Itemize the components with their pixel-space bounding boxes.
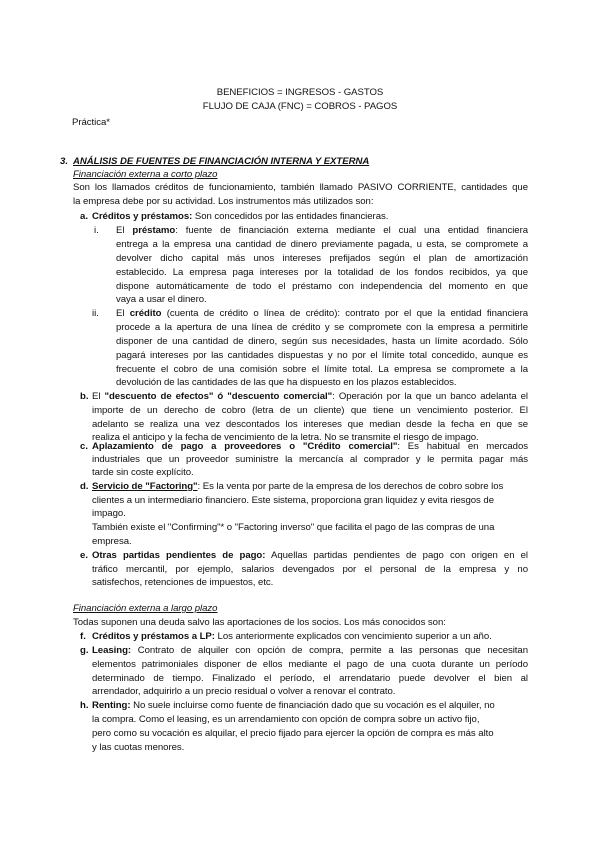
item-a-i-line-2: entrega a la empresa una cantidad de dinero previamente pagada, u esta, se compromete a [116,239,528,250]
item-b-post: : Operación por la que un banco adelanta el [332,391,529,402]
item-h-marker: h. [80,700,89,711]
long-term-heading: Financiación externa a largo plazo [73,603,218,614]
item-e-term: Otras partidas pendientes de pago: [92,550,266,561]
practica-label: Práctica* [72,117,110,128]
item-g-term: Leasing: [92,645,132,656]
item-a-i-line-6: vaya a usar el dinero. [116,294,207,305]
item-e-line-3: satisfechos, retenciones de impuestos, etc. [92,577,274,588]
item-d-term: Servicio de "Factoring" [92,481,198,492]
item-h-line-3: pero como su vocación es alquilar, el precio fijado para ejercer la opción de compra es más alto [92,728,494,739]
item-a-i-marker: i. [94,225,99,236]
item-a-ii-term: crédito [129,308,162,319]
item-h-term: Renting: [92,700,131,711]
item-a-i-line-3: devolver dicho capital más unos intereses prefijados según el plan de amortización [116,253,528,264]
item-f-marker: f. [80,631,86,642]
item-a-ii-post: (cuenta de crédito o línea de crédito): contrato por el que la entidad financiera [161,308,529,319]
item-e-post: Aquellas partidas pendientes de pago con origen en el [265,550,528,561]
item-a-ii-marker: ii. [92,308,99,319]
short-term-heading: Financiación externa a corto plazo [73,169,218,180]
item-f-term: Créditos y préstamos a LP: [92,631,215,642]
item-a-ii-line-6: devolución de las cantidades de las que ha dispuesto en los plazos establecidos. [116,377,457,388]
item-a-text: Son concedidos por las entidades financieras. [192,211,389,222]
item-h-line-2: la compra. Como el leasing, es un arrendamiento con opción de compra sobre un activo fijo, [92,714,480,725]
item-d-post: : Es la venta por parte de la empresa de los derechos de cobro sobre los [197,481,504,492]
section-title: ANÁLISIS DE FUENTES DE FINANCIACIÓN INTERNA Y EXTERNA [73,156,370,167]
item-a-ii-line-5: frecuente el cobro de una comisión sobre el límite total. La empresa se compromete a la [116,364,528,375]
item-a-ii-line-1 [116,307,528,320]
item-b-line-4: realiza el anticipo y la fecha de vencimiento de la letra. No se transmite el riesgo de impago. [92,432,479,443]
item-h-post: No suele incluirse como fuente de financiación dado que su vocación es el alquiler, no [130,700,495,711]
item-d-line-5: empresa. [92,536,132,547]
item-d-line-4: También existe el "Confirming"* o "Factoring inverso" que facilita el pago de las compras de una [92,522,495,533]
item-g-line-4: arrendador, adquirirlo a un precio residual o volver a renovar el contrato. [92,686,396,697]
item-e-line-2: tráfico mercantil, por ejemplo, salarios devengados por el personal de la empresa y no [92,564,528,575]
formula-flujo-caja: FLUJO DE CAJA (FNC) = COBROS - PAGOS [202,101,398,112]
item-g-line-3: determinado de tiempo. Finalizado el período, el arrendatario puede devolver el bien al [92,673,528,684]
short-term-intro-2: la empresa debe por su actividad. Los instrumentos más utilizados son: [73,196,374,207]
item-c-line-1 [92,440,528,453]
item-a [92,210,388,223]
item-h-line-4: y las cuotas menores. [92,742,185,753]
item-g-post: Contrato de alquiler con opción de compra, permite a las personas que necesitan [131,645,528,656]
item-a-i-post: : fuente de financiación externa mediante el cual una entidad financiera [175,225,528,236]
item-a-ii-line-4: pagará intereses por las cantidades dispuestas y no por el límite total concedido, aunque es [116,350,528,361]
item-a-ii-line-3: disponer de una cantidad de dinero, según sus necesidades, hasta un límite acordado. Sólo [116,336,528,347]
item-e-marker: e. [80,550,89,561]
item-e-line-1 [92,549,528,562]
item-c-post: : Es habitual en mercados [397,441,528,452]
item-b-marker: b. [80,391,89,402]
item-f-post: Los anteriormente explicados con vencimiento superior a un año. [214,631,492,642]
item-a-i-line-1 [116,224,528,237]
item-b-line-1 [92,390,528,403]
short-term-intro-1: Son los llamados créditos de funcionamiento, también llamado PASIVO CORRIENTE, cantidades que [73,182,528,193]
item-f-line-1 [92,630,492,643]
item-a-i-pre: El [116,225,133,236]
item-c-term: Aplazamiento de pago a proveedores o "Crédito comercial" [92,441,398,452]
long-term-intro: Todas suponen una deuda salvo las aportaciones de los socios. Los más conocidos son: [73,617,446,628]
item-h-line-1 [92,699,495,712]
item-a-ii-line-2: procede a la apertura de una línea de crédito y se compromete con la empresa a permitirle [116,322,528,333]
item-a-i-line-5: dispone automáticamente de todo el préstamo con independencia del momento en que [116,281,528,292]
item-d-line-2: clientes a un intermediario financiero. Este sistema, proporciona gran liquidez y evita riesgos de [92,495,494,506]
formula-beneficios: BENEFICIOS = INGRESOS - GASTOS [216,87,384,98]
item-a-ii-pre: El [116,308,130,319]
item-c-line-2: industriales que un proveedor suministre la mercancía al comprador y le permita pagar más [92,454,528,465]
item-a-marker: a. [80,211,89,222]
item-b-line-2: importe de un derecho de cobro (letra de un cliente) que tiene un vencimiento posterior. El [92,405,528,416]
item-a-term: Créditos y préstamos: [92,211,193,222]
item-d-line-1 [92,480,503,493]
item-g-line-1 [92,644,528,657]
item-g-line-2: elementos patrimoniales disponer de ellos mediante el pago de una cuota durante un período [92,659,528,670]
item-c-marker: c. [80,441,89,452]
item-g-marker: g. [80,645,89,656]
section-number: 3. [60,156,69,167]
item-b-pre: El [92,391,105,402]
item-c-line-3: tarde sin coste explícito. [92,467,194,478]
item-d-marker: d. [80,481,89,492]
item-d-line-3: impago. [92,508,126,519]
item-a-i-term: préstamo [132,225,176,236]
item-b-line-3: adelanto se realiza una vez descontados los intereses que median desde la fecha en que se [92,419,528,430]
item-b-term: "descuento de efectos" ó "descuento comercial" [104,391,333,402]
item-a-i-line-4: establecido. La empresa paga intereses por la totalidad de los fondos recibidos, ya que [116,267,528,278]
